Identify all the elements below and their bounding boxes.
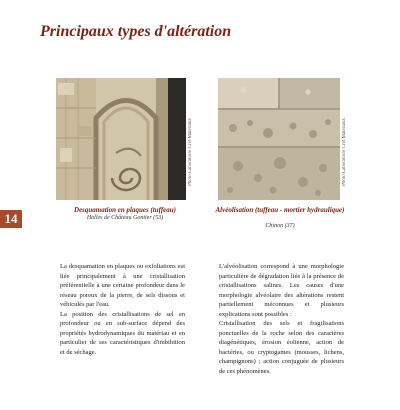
page-number: 14 [0,210,22,228]
caption-subtitle-alveolisation: Chinon (37) [265,223,295,229]
caption-title-alveolisation: Alvéolisation (tuffeau - mortier hydraulique) [215,206,345,214]
photo-credit-right: Photo Laboratoire Cret Matériaux [342,118,347,186]
paragraph: Cristallisation des sels et fragilisations ponctuelles de la roche selon des caractères diagénétiques, érosion éolienne, action de bactéries, ou cryptogames (mousses, lichens, champignons) ; action conjuguée de plusieurs de ces phénomènes. [219,320,344,375]
paragraph: La position des cristallisations de sel en profondeur ou en sub-surface dépend des propriétés hydrodynamiques du matériau et en particulier de ses caractéristiques d'imbibition et de séchage. [60,310,185,356]
caption-subtitle-desquamation: Halles de Château Gontier (53) [86,215,164,221]
photo-desquamation [56,78,186,200]
photo-credit-left: Photo Laboratoire Cret Matériaux [188,118,193,186]
body-column-left [60,262,185,357]
photo-alveolisation-image [218,78,340,200]
paragraph: La desquamation en plaques ou exfoliations est liée principalement à une cristallisation préférentielle à une certaine profondeur dans le réseau poreux de la pierre, de sels dissous et véhiculés par l'eau. [60,263,185,308]
page-title: Principaux types d'altération [40,23,232,40]
photo-desquamation-image [56,78,186,200]
body-column-right [219,262,344,376]
caption-title-desquamation: Desquamation en plaques (tuffeau) [74,206,176,214]
paragraph: L'alvéolisation correspond à une morphologie particulière de dégradation liée à la présence de cristallisations salines. Les causes d'une morphologie alvéolaire des altérations restent partiellement méconnues et plusieurs explications sont possibles : [219,263,344,318]
photo-alveolisation [218,78,340,200]
